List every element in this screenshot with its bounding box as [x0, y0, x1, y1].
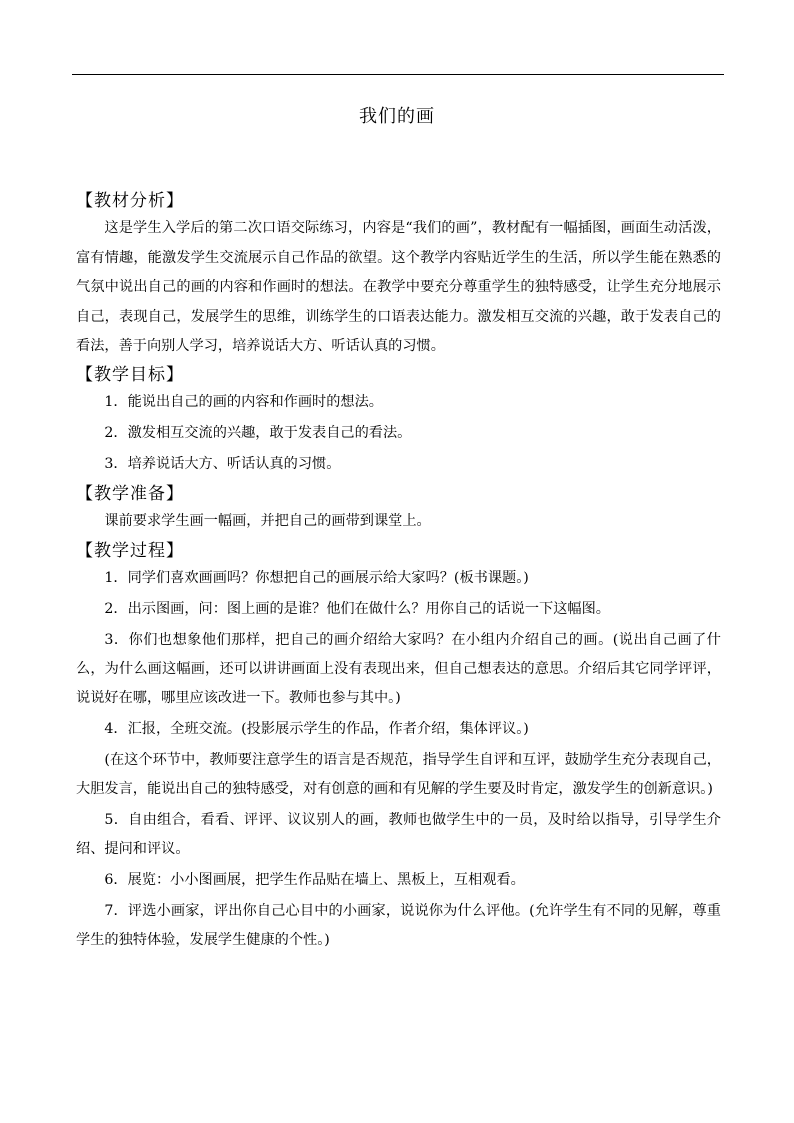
goal-item: 1．能说出自己的画的内容和作画时的想法。: [104, 393, 383, 410]
process-item: 6．展览：小小图画展，把学生作品贴在墙上、黑板上，互相观看。: [104, 871, 525, 888]
process-item: 3．你们也想象他们那样，把自己的画介绍给大家吗？在小组内介绍自己的画。(说出自己画了什么，为什么画这幅画，还可以讲讲画面上没有表现出来，但自己想表达的意思。介绍后其它同学评评，说说好在哪，哪里应该改进一下。教师也参与其中。): [76, 631, 721, 706]
document-body: [76, 188, 721, 957]
process-note: (在这个环节中，教师要注意学生的语言是否规范，指导学生自评和互评，鼓励学生充分表现自己，大胆发言，能说出自己的独特感受，对有创意的画和有见解的学生要及时肯定，激发学生的创新意识。): [76, 751, 721, 797]
process-item: 4．汇报，全班交流。(投影展示学生的作品，作者介绍，集体评议。): [104, 720, 529, 737]
header-rule: [72, 74, 724, 75]
goal-item: 3．培养说话大方、听话认真的习惯。: [104, 455, 341, 472]
process-item: 7．评选小画家，评出你自己心目中的小画家，说说你为什么评他。(允许学生有不同的见解，尊重学生的独特体验，发展学生健康的个性。): [76, 902, 721, 948]
process-item: 1．同学们喜欢画画吗？你想把自己的画展示给大家吗？(板书课题。): [104, 569, 529, 586]
section-heading-process: 【教学过程】: [76, 540, 184, 561]
section-heading-preparation: 【教学准备】: [76, 483, 184, 504]
page-title: 我们的画: [359, 106, 435, 127]
analysis-paragraph: 这是学生入学后的第二次口语交际练习，内容是“我们的画”，教材配有一幅插图，画面生动活泼，富有情趣，能激发学生交流展示自己作品的欲望。这个教学内容贴近学生的生活，所以学生能在熟悉的气氛中说出自己的画的内容和作画时的想法。在教学中要充分尊重学生的独特感受，让学生充分地展示自己，表现自己，发展学生的思维，训练学生的口语表达能力。激发相互交流的兴趣，敢于发表自己的看法，善于向别人学习，培养说话大方、听话认真的习惯。: [76, 220, 721, 354]
preparation-paragraph: 课前要求学生画一幅画，并把自己的画带到课堂上。: [104, 512, 431, 529]
goal-item: 2．激发相互交流的兴趣，敢于发表自己的看法。: [104, 424, 412, 441]
section-heading-analysis: 【教材分析】: [76, 191, 184, 211]
section-heading-goals: 【教学目标】: [76, 364, 184, 385]
process-item: 2．出示图画，问：图上画的是谁？他们在做什么？用你自己的话说一下这幅图。: [104, 600, 610, 617]
process-item: 5．自由组合，看看、评评、议议别人的画，教师也做学生中的一员，及时给以指导，引导学生介绍、提问和评议。: [76, 811, 721, 857]
